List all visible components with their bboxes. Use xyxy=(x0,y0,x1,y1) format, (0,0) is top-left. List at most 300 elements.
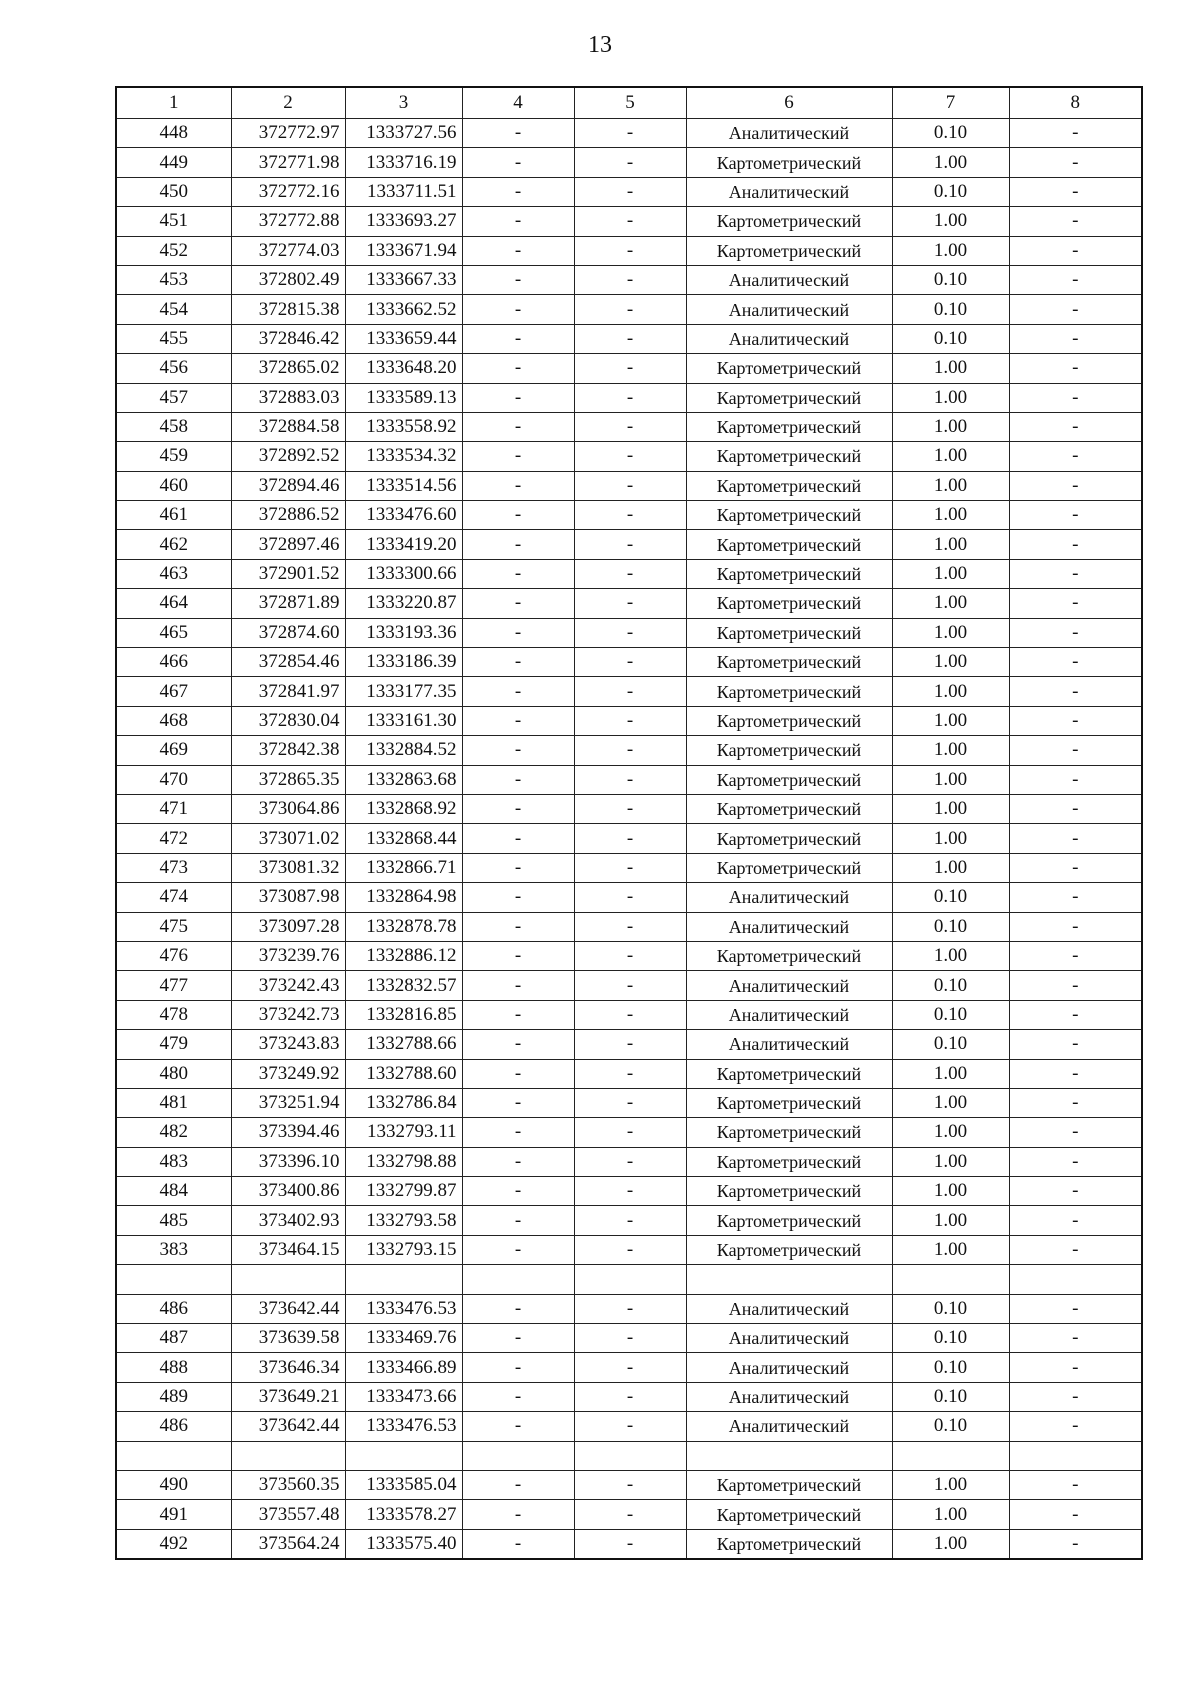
column-8-cell: - xyxy=(1009,1294,1142,1323)
point-number-cell: 461 xyxy=(116,501,231,530)
point-number-cell: 484 xyxy=(116,1177,231,1206)
y-coordinate-cell: 1333648.20 xyxy=(345,354,462,383)
accuracy-cell: 1.00 xyxy=(892,706,1009,735)
column-8-cell: - xyxy=(1009,324,1142,353)
method-cell: Картометрический xyxy=(686,941,892,970)
column-4-cell: - xyxy=(462,354,574,383)
point-number-cell: 460 xyxy=(116,471,231,500)
point-number-cell: 448 xyxy=(116,119,231,148)
accuracy-cell: 1.00 xyxy=(892,412,1009,441)
x-coordinate-cell: 373402.93 xyxy=(231,1206,345,1235)
x-coordinate-cell: 372842.38 xyxy=(231,736,345,765)
y-coordinate-cell: 1333476.53 xyxy=(345,1294,462,1323)
column-4-cell: - xyxy=(462,295,574,324)
x-coordinate-cell: 372846.42 xyxy=(231,324,345,353)
column-4-cell: - xyxy=(462,236,574,265)
point-number-cell: 458 xyxy=(116,412,231,441)
accuracy-cell: 1.00 xyxy=(892,853,1009,882)
point-number-cell: 479 xyxy=(116,1030,231,1059)
accuracy-cell xyxy=(892,1441,1009,1470)
column-header: 2 xyxy=(231,87,345,119)
y-coordinate-cell: 1332868.92 xyxy=(345,794,462,823)
column-4-cell: - xyxy=(462,941,574,970)
column-5-cell: - xyxy=(574,148,686,177)
point-number-cell: 488 xyxy=(116,1353,231,1382)
column-header: 8 xyxy=(1009,87,1142,119)
column-5-cell: - xyxy=(574,1353,686,1382)
column-4-cell: - xyxy=(462,1030,574,1059)
method-cell: Картометрический xyxy=(686,148,892,177)
x-coordinate-cell: 373249.92 xyxy=(231,1059,345,1088)
method-cell: Аналитический xyxy=(686,1412,892,1441)
x-coordinate-cell: 373649.21 xyxy=(231,1382,345,1411)
column-header: 5 xyxy=(574,87,686,119)
column-8-cell xyxy=(1009,1265,1142,1294)
x-coordinate-cell: 373396.10 xyxy=(231,1147,345,1176)
column-4-cell: - xyxy=(462,119,574,148)
accuracy-cell: 1.00 xyxy=(892,236,1009,265)
method-cell: Картометрический xyxy=(686,1118,892,1147)
x-coordinate-cell: 373087.98 xyxy=(231,883,345,912)
y-coordinate-cell: 1333727.56 xyxy=(345,119,462,148)
table-row xyxy=(116,1206,1142,1235)
method-cell: Картометрический xyxy=(686,589,892,618)
x-coordinate-cell: 372774.03 xyxy=(231,236,345,265)
method-cell: Аналитический xyxy=(686,1030,892,1059)
accuracy-cell: 1.00 xyxy=(892,1235,1009,1264)
y-coordinate-cell: 1333662.52 xyxy=(345,295,462,324)
column-8-cell: - xyxy=(1009,912,1142,941)
x-coordinate-cell: 373400.86 xyxy=(231,1177,345,1206)
y-coordinate-cell: 1333466.89 xyxy=(345,1353,462,1382)
column-header: 4 xyxy=(462,87,574,119)
column-4-cell: - xyxy=(462,1353,574,1382)
accuracy-cell: 0.10 xyxy=(892,1000,1009,1029)
accuracy-cell: 1.00 xyxy=(892,941,1009,970)
point-number-cell xyxy=(116,1265,231,1294)
x-coordinate-cell: 372772.16 xyxy=(231,177,345,206)
method-cell: Картометрический xyxy=(686,794,892,823)
accuracy-cell: 0.10 xyxy=(892,1353,1009,1382)
table-row xyxy=(116,207,1142,236)
method-cell: Аналитический xyxy=(686,295,892,324)
column-8-cell: - xyxy=(1009,207,1142,236)
table-row xyxy=(116,1470,1142,1499)
x-coordinate-cell: 373560.35 xyxy=(231,1470,345,1499)
column-4-cell: - xyxy=(462,912,574,941)
x-coordinate-cell: 373097.28 xyxy=(231,912,345,941)
y-coordinate-cell: 1332788.66 xyxy=(345,1030,462,1059)
accuracy-cell: 1.00 xyxy=(892,648,1009,677)
x-coordinate-cell: 372830.04 xyxy=(231,706,345,735)
method-cell: Картометрический xyxy=(686,648,892,677)
column-8-cell: - xyxy=(1009,383,1142,412)
table-row xyxy=(116,383,1142,412)
column-5-cell: - xyxy=(574,295,686,324)
y-coordinate-cell: 1333667.33 xyxy=(345,265,462,294)
method-cell: Картометрический xyxy=(686,765,892,794)
y-coordinate-cell: 1333659.44 xyxy=(345,324,462,353)
column-4-cell: - xyxy=(462,1000,574,1029)
table-row xyxy=(116,559,1142,588)
point-number-cell: 492 xyxy=(116,1529,231,1559)
point-number-cell: 463 xyxy=(116,559,231,588)
column-8-cell: - xyxy=(1009,501,1142,530)
column-4-cell: - xyxy=(462,1177,574,1206)
table-row xyxy=(116,1294,1142,1323)
column-8-cell: - xyxy=(1009,442,1142,471)
table-row xyxy=(116,765,1142,794)
column-5-cell: - xyxy=(574,1118,686,1147)
method-cell: Картометрический xyxy=(686,1470,892,1499)
point-number-cell: 474 xyxy=(116,883,231,912)
accuracy-cell: 0.10 xyxy=(892,295,1009,324)
column-8-cell: - xyxy=(1009,941,1142,970)
method-cell: Картометрический xyxy=(686,1529,892,1559)
column-8-cell xyxy=(1009,1441,1142,1470)
column-4-cell: - xyxy=(462,1235,574,1264)
x-coordinate-cell: 372874.60 xyxy=(231,618,345,647)
table-row xyxy=(116,618,1142,647)
point-number-cell: 471 xyxy=(116,794,231,823)
method-cell: Аналитический xyxy=(686,883,892,912)
point-number-cell: 455 xyxy=(116,324,231,353)
column-5-cell: - xyxy=(574,442,686,471)
table-row xyxy=(116,736,1142,765)
column-4-cell: - xyxy=(462,853,574,882)
column-4-cell: - xyxy=(462,177,574,206)
accuracy-cell: 1.00 xyxy=(892,559,1009,588)
column-5-cell: - xyxy=(574,971,686,1000)
method-cell: Картометрический xyxy=(686,1088,892,1117)
column-8-cell: - xyxy=(1009,677,1142,706)
column-5-cell: - xyxy=(574,1000,686,1029)
column-4-cell: - xyxy=(462,706,574,735)
method-cell: Картометрический xyxy=(686,1206,892,1235)
table-row xyxy=(116,1324,1142,1353)
y-coordinate-cell: 1332816.85 xyxy=(345,1000,462,1029)
accuracy-cell: 0.10 xyxy=(892,883,1009,912)
accuracy-cell: 0.10 xyxy=(892,1030,1009,1059)
table-row xyxy=(116,824,1142,853)
y-coordinate-cell: 1333671.94 xyxy=(345,236,462,265)
column-5-cell: - xyxy=(574,412,686,441)
x-coordinate-cell: 373251.94 xyxy=(231,1088,345,1117)
method-cell: Картометрический xyxy=(686,442,892,471)
x-coordinate-cell: 373081.32 xyxy=(231,853,345,882)
column-5-cell: - xyxy=(574,1206,686,1235)
table-row xyxy=(116,324,1142,353)
column-8-cell: - xyxy=(1009,1470,1142,1499)
column-5-cell: - xyxy=(574,618,686,647)
point-number-cell: 467 xyxy=(116,677,231,706)
accuracy-cell: 0.10 xyxy=(892,1324,1009,1353)
accuracy-cell: 1.00 xyxy=(892,1500,1009,1529)
accuracy-cell: 1.00 xyxy=(892,1147,1009,1176)
column-header: 7 xyxy=(892,87,1009,119)
table-row xyxy=(116,1059,1142,1088)
column-header: 1 xyxy=(116,87,231,119)
point-number-cell: 469 xyxy=(116,736,231,765)
table-row xyxy=(116,1118,1142,1147)
method-cell: Картометрический xyxy=(686,736,892,765)
point-number-cell: 449 xyxy=(116,148,231,177)
point-number-cell: 480 xyxy=(116,1059,231,1088)
column-5-cell: - xyxy=(574,677,686,706)
x-coordinate-cell: 373564.24 xyxy=(231,1529,345,1559)
table-row xyxy=(116,119,1142,148)
table-body xyxy=(116,87,1142,1559)
x-coordinate-cell: 373464.15 xyxy=(231,1235,345,1264)
accuracy-cell: 0.10 xyxy=(892,265,1009,294)
column-8-cell: - xyxy=(1009,971,1142,1000)
y-coordinate-cell: 1332799.87 xyxy=(345,1177,462,1206)
method-cell: Картометрический xyxy=(686,207,892,236)
point-number-cell: 478 xyxy=(116,1000,231,1029)
y-coordinate-cell: 1333693.27 xyxy=(345,207,462,236)
table-row xyxy=(116,706,1142,735)
column-5-cell: - xyxy=(574,383,686,412)
y-coordinate-cell: 1333186.39 xyxy=(345,648,462,677)
column-8-cell: - xyxy=(1009,1000,1142,1029)
table-row xyxy=(116,853,1142,882)
column-5-cell: - xyxy=(574,1147,686,1176)
column-4-cell: - xyxy=(462,824,574,853)
x-coordinate-cell: 373642.44 xyxy=(231,1294,345,1323)
accuracy-cell: 1.00 xyxy=(892,442,1009,471)
table-row xyxy=(116,883,1142,912)
table-row xyxy=(116,236,1142,265)
table-row xyxy=(116,1000,1142,1029)
table-row xyxy=(116,501,1142,530)
x-coordinate-cell: 372886.52 xyxy=(231,501,345,530)
column-5-cell: - xyxy=(574,1294,686,1323)
y-coordinate-cell: 1333589.13 xyxy=(345,383,462,412)
y-coordinate-cell: 1333193.36 xyxy=(345,618,462,647)
column-header: 3 xyxy=(345,87,462,119)
point-number-cell: 451 xyxy=(116,207,231,236)
method-cell: Картометрический xyxy=(686,559,892,588)
column-4-cell xyxy=(462,1441,574,1470)
column-5-cell: - xyxy=(574,1235,686,1264)
accuracy-cell: 1.00 xyxy=(892,1177,1009,1206)
column-5-cell: - xyxy=(574,119,686,148)
column-8-cell: - xyxy=(1009,530,1142,559)
method-cell: Картометрический xyxy=(686,618,892,647)
accuracy-cell: 1.00 xyxy=(892,1059,1009,1088)
method-cell: Картометрический xyxy=(686,354,892,383)
x-coordinate-cell xyxy=(231,1441,345,1470)
y-coordinate-cell: 1332863.68 xyxy=(345,765,462,794)
x-coordinate-cell: 373639.58 xyxy=(231,1324,345,1353)
method-cell: Аналитический xyxy=(686,1382,892,1411)
column-8-cell: - xyxy=(1009,736,1142,765)
method-cell: Картометрический xyxy=(686,530,892,559)
column-4-cell xyxy=(462,1265,574,1294)
x-coordinate-cell: 372897.46 xyxy=(231,530,345,559)
column-8-cell: - xyxy=(1009,1353,1142,1382)
column-5-cell: - xyxy=(574,1059,686,1088)
point-number-cell: 477 xyxy=(116,971,231,1000)
point-number-cell: 483 xyxy=(116,1147,231,1176)
column-5-cell: - xyxy=(574,265,686,294)
accuracy-cell: 1.00 xyxy=(892,589,1009,618)
column-5-cell: - xyxy=(574,1382,686,1411)
y-coordinate-cell: 1333469.76 xyxy=(345,1324,462,1353)
column-4-cell: - xyxy=(462,1059,574,1088)
table-row xyxy=(116,354,1142,383)
y-coordinate-cell: 1333534.32 xyxy=(345,442,462,471)
column-8-cell: - xyxy=(1009,1235,1142,1264)
table-row xyxy=(116,971,1142,1000)
column-8-cell: - xyxy=(1009,765,1142,794)
y-coordinate-cell: 1333575.40 xyxy=(345,1529,462,1559)
method-cell: Картометрический xyxy=(686,1059,892,1088)
method-cell: Аналитический xyxy=(686,177,892,206)
column-5-cell: - xyxy=(574,324,686,353)
column-5-cell: - xyxy=(574,824,686,853)
point-number-cell: 457 xyxy=(116,383,231,412)
table-row xyxy=(116,442,1142,471)
point-number-cell: 491 xyxy=(116,1500,231,1529)
accuracy-cell: 0.10 xyxy=(892,971,1009,1000)
method-cell: Аналитический xyxy=(686,971,892,1000)
column-4-cell: - xyxy=(462,883,574,912)
table-row xyxy=(116,1177,1142,1206)
column-4-cell: - xyxy=(462,1470,574,1499)
point-number-cell: 454 xyxy=(116,295,231,324)
x-coordinate-cell: 373064.86 xyxy=(231,794,345,823)
table-row xyxy=(116,148,1142,177)
method-cell: Картометрический xyxy=(686,1500,892,1529)
table-row xyxy=(116,1441,1142,1470)
table-row xyxy=(116,589,1142,618)
column-5-cell: - xyxy=(574,177,686,206)
accuracy-cell: 1.00 xyxy=(892,618,1009,647)
column-4-cell: - xyxy=(462,1529,574,1559)
accuracy-cell: 0.10 xyxy=(892,119,1009,148)
accuracy-cell: 1.00 xyxy=(892,765,1009,794)
table-row xyxy=(116,648,1142,677)
table-row xyxy=(116,1382,1142,1411)
x-coordinate-cell: 372854.46 xyxy=(231,648,345,677)
table-row xyxy=(116,677,1142,706)
table-row xyxy=(116,1030,1142,1059)
column-4-cell: - xyxy=(462,618,574,647)
point-number-cell: 459 xyxy=(116,442,231,471)
point-number-cell: 486 xyxy=(116,1294,231,1323)
column-5-cell: - xyxy=(574,1177,686,1206)
x-coordinate-cell: 372871.89 xyxy=(231,589,345,618)
x-coordinate-cell: 372901.52 xyxy=(231,559,345,588)
point-number-cell: 468 xyxy=(116,706,231,735)
accuracy-cell: 1.00 xyxy=(892,824,1009,853)
column-5-cell: - xyxy=(574,883,686,912)
method-cell: Картометрический xyxy=(686,824,892,853)
column-8-cell: - xyxy=(1009,1118,1142,1147)
table-row xyxy=(116,471,1142,500)
column-8-cell: - xyxy=(1009,412,1142,441)
point-number-cell: 383 xyxy=(116,1235,231,1264)
column-5-cell: - xyxy=(574,736,686,765)
column-5-cell: - xyxy=(574,559,686,588)
column-8-cell: - xyxy=(1009,1088,1142,1117)
x-coordinate-cell: 373646.34 xyxy=(231,1353,345,1382)
y-coordinate-cell: 1332793.15 xyxy=(345,1235,462,1264)
x-coordinate-cell: 372865.35 xyxy=(231,765,345,794)
column-8-cell: - xyxy=(1009,354,1142,383)
y-coordinate-cell: 1333711.51 xyxy=(345,177,462,206)
column-8-cell: - xyxy=(1009,177,1142,206)
y-coordinate-cell: 1333476.60 xyxy=(345,501,462,530)
column-8-cell: - xyxy=(1009,648,1142,677)
accuracy-cell xyxy=(892,1265,1009,1294)
y-coordinate-cell: 1333473.66 xyxy=(345,1382,462,1411)
column-5-cell: - xyxy=(574,853,686,882)
y-coordinate-cell: 1333476.53 xyxy=(345,1412,462,1441)
x-coordinate-cell: 372883.03 xyxy=(231,383,345,412)
point-number-cell: 470 xyxy=(116,765,231,794)
x-coordinate-cell: 373642.44 xyxy=(231,1412,345,1441)
column-4-cell: - xyxy=(462,1147,574,1176)
column-5-cell xyxy=(574,1441,686,1470)
column-5-cell: - xyxy=(574,1088,686,1117)
table-row xyxy=(116,1529,1142,1559)
y-coordinate-cell: 1332886.12 xyxy=(345,941,462,970)
column-4-cell: - xyxy=(462,148,574,177)
column-5-cell: - xyxy=(574,236,686,265)
point-number-cell: 466 xyxy=(116,648,231,677)
method-cell: Аналитический xyxy=(686,1000,892,1029)
table-row xyxy=(116,1412,1142,1441)
column-4-cell: - xyxy=(462,324,574,353)
table-row xyxy=(116,794,1142,823)
column-4-cell: - xyxy=(462,412,574,441)
x-coordinate-cell: 373394.46 xyxy=(231,1118,345,1147)
column-8-cell: - xyxy=(1009,1147,1142,1176)
column-4-cell: - xyxy=(462,530,574,559)
column-header: 6 xyxy=(686,87,892,119)
x-coordinate-cell: 373242.73 xyxy=(231,1000,345,1029)
method-cell: Аналитический xyxy=(686,912,892,941)
accuracy-cell: 0.10 xyxy=(892,1412,1009,1441)
column-4-cell: - xyxy=(462,1118,574,1147)
column-8-cell: - xyxy=(1009,1500,1142,1529)
method-cell: Картометрический xyxy=(686,1235,892,1264)
column-5-cell: - xyxy=(574,471,686,500)
method-cell: Аналитический xyxy=(686,1353,892,1382)
point-number-cell: 452 xyxy=(116,236,231,265)
y-coordinate-cell: 1332864.98 xyxy=(345,883,462,912)
method-cell: Картометрический xyxy=(686,412,892,441)
column-8-cell: - xyxy=(1009,1177,1142,1206)
table-row xyxy=(116,941,1142,970)
column-5-cell: - xyxy=(574,648,686,677)
y-coordinate-cell: 1332786.84 xyxy=(345,1088,462,1117)
column-5-cell: - xyxy=(574,1412,686,1441)
accuracy-cell: 1.00 xyxy=(892,207,1009,236)
column-4-cell: - xyxy=(462,207,574,236)
y-coordinate-cell xyxy=(345,1265,462,1294)
point-number-cell: 472 xyxy=(116,824,231,853)
x-coordinate-cell: 372815.38 xyxy=(231,295,345,324)
column-5-cell: - xyxy=(574,1470,686,1499)
y-coordinate-cell: 1333300.66 xyxy=(345,559,462,588)
x-coordinate-cell: 372772.88 xyxy=(231,207,345,236)
column-8-cell: - xyxy=(1009,1059,1142,1088)
accuracy-cell: 1.00 xyxy=(892,530,1009,559)
column-5-cell: - xyxy=(574,1324,686,1353)
